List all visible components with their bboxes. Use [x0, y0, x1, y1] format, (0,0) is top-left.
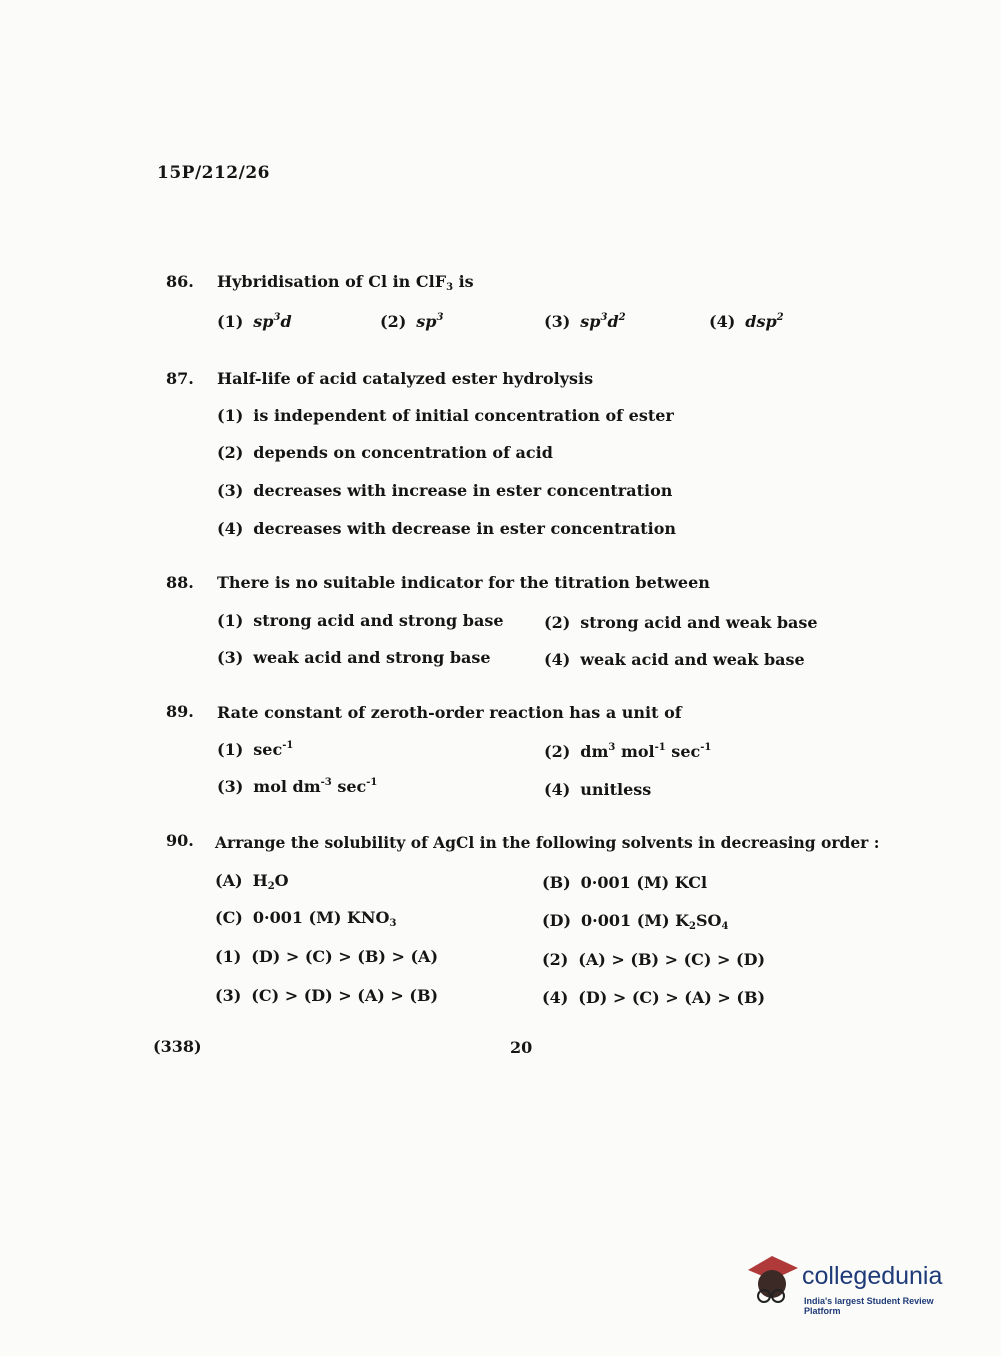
mascot-icon	[742, 1248, 800, 1314]
solvent-c: (C) 0·001 (M) $KNO_3$	[215, 908, 397, 929]
collegedunia-logo	[742, 1248, 972, 1320]
question-number: 86.	[166, 272, 194, 291]
paper-code: 15P/212/26	[157, 163, 271, 183]
question-text: There is no suitable indicator for the titration between	[217, 573, 710, 592]
question-number: 87.	[166, 369, 194, 388]
logo-tagline: India's largest Student Review Platform	[804, 1296, 934, 1316]
option-3: (3) weak acid and strong base	[217, 648, 491, 667]
option-1: (1) (D) > (C) > (B) > (A)	[215, 947, 439, 966]
option-4: (4) dsp$^2$	[709, 312, 784, 331]
question-text: Half-life of acid catalyzed ester hydrolysis	[217, 369, 594, 388]
option-1: (1) $sp^3d$	[217, 312, 292, 331]
option-2: (2) (A) > (B) > (C) > (D)	[542, 950, 766, 969]
option-4: (4) (D) > (C) > (A) > (B)	[542, 988, 766, 1007]
solvent-a: (A) $H_2O$	[215, 871, 289, 892]
option-4: (4) unitless	[544, 780, 652, 799]
option-2: (2) depends on concentration of acid	[217, 443, 553, 462]
option-3: (3) (C) > (D) > (A) > (B)	[215, 986, 439, 1005]
question-number: 89.	[166, 702, 194, 721]
option-1: (1) $\sec^{-1}$	[217, 740, 294, 759]
logo-name: collegedunia	[802, 1262, 943, 1290]
option-3: (3) decreases with increase in ester concentration	[217, 481, 673, 500]
option-4: (4) weak acid and weak base	[544, 650, 805, 669]
question-text: Hybridisation of Cl in ClF$_3$ is	[217, 272, 474, 293]
question-text: Arrange the solubility of AgCl in the following solvents in decreasing order :	[215, 833, 880, 852]
solvent-d: (D) 0·001 (M) $K_2SO_4$	[542, 911, 729, 932]
option-3: (3) mol $dm^{-3}$ $\sec^{-1}$	[217, 777, 378, 796]
question-text: Rate constant of zeroth-order reaction has a unit of	[217, 703, 682, 722]
page-number: 20	[510, 1038, 533, 1057]
option-3: (3) $sp^3d^2$	[544, 312, 626, 331]
question-number: 88.	[166, 573, 194, 592]
option-2: (2) $sp^3$	[380, 312, 444, 331]
question-number: 90.	[166, 831, 194, 850]
option-1: (1) is independent of initial concentration of ester	[217, 406, 674, 425]
option-1: (1) strong acid and strong base	[217, 611, 504, 630]
solvent-b: (B) 0·001 (M) KCl	[542, 873, 708, 892]
footer-code: (338)	[153, 1037, 202, 1056]
option-2: (2) strong acid and weak base	[544, 613, 818, 632]
option-4: (4) decreases with decrease in ester concentration	[217, 519, 677, 538]
option-2: (2) $dm^3$ mol$^{-1}$ $\sec^{-1}$	[544, 742, 712, 761]
